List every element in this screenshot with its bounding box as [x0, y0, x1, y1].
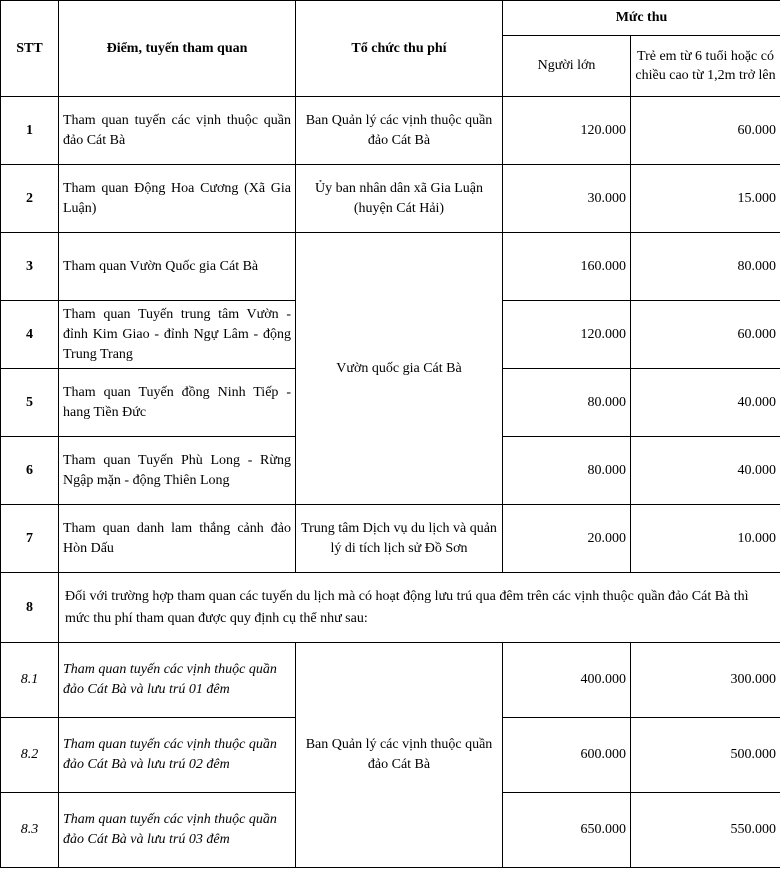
row-stt: 3	[1, 233, 59, 301]
row-adult-fee: 80.000	[503, 437, 631, 505]
row-location: Tham quan Tuyến Phù Long - Rừng Ngập mặn - động Thiên Long	[59, 437, 296, 505]
table-row	[1, 165, 780, 233]
row-location: Tham quan danh lam thắng cảnh đảo Hòn Dấu	[59, 505, 296, 573]
header-location: Điểm, tuyến tham quan	[59, 1, 296, 97]
row-stt: 8	[1, 573, 59, 643]
row-organization: Ủy ban nhân dân xã Gia Luận (huyện Cát Hải)	[296, 165, 503, 233]
row-stt: 8.1	[1, 643, 59, 718]
row-stt: 2	[1, 165, 59, 233]
row-child-fee: 80.000	[631, 233, 780, 301]
row-child-fee: 500.000	[631, 718, 780, 793]
row-adult-fee: 20.000	[503, 505, 631, 573]
merged-organization-vqg: Vườn quốc gia Cát Bà	[296, 233, 503, 505]
row-stt: 6	[1, 437, 59, 505]
row-child-fee: 15.000	[631, 165, 780, 233]
row-adult-fee: 650.000	[503, 793, 631, 868]
row-child-fee: 300.000	[631, 643, 780, 718]
row-location: Tham quan tuyến các vịnh thuộc quần đảo Cát Bà và lưu trú 02 đêm	[59, 718, 296, 793]
row-location: Tham quan Vườn Quốc gia Cát Bà	[59, 233, 296, 301]
row-location: Tham quan tuyến các vịnh thuộc quần đảo Cát Bà và lưu trú 03 đêm	[59, 793, 296, 868]
row-stt: 1	[1, 97, 59, 165]
row-adult-fee: 120.000	[503, 301, 631, 369]
row-child-fee: 10.000	[631, 505, 780, 573]
header-adult: Người lớn	[503, 36, 631, 97]
overnight-note: Đối với trường hợp tham quan các tuyến du lịch mà có hoạt động lưu trú qua đêm trên các vịnh thuộc quần đảo Cát Bà thì mức thu phí tham quan được quy định cụ thể như sau:	[59, 573, 780, 643]
row-adult-fee: 80.000	[503, 369, 631, 437]
header-stt: STT	[1, 1, 59, 97]
table-row	[1, 233, 780, 301]
table-row	[1, 505, 780, 573]
note-row	[1, 573, 780, 643]
row-organization: Trung tâm Dịch vụ du lịch và quản lý di tích lịch sử Đồ Sơn	[296, 505, 503, 573]
row-child-fee: 550.000	[631, 793, 780, 868]
row-adult-fee: 400.000	[503, 643, 631, 718]
row-child-fee: 40.000	[631, 369, 780, 437]
header-child: Trẻ em từ 6 tuổi hoặc có chiều cao từ 1,2m trở lên	[631, 36, 780, 97]
row-adult-fee: 160.000	[503, 233, 631, 301]
row-child-fee: 60.000	[631, 97, 780, 165]
row-location: Tham quan tuyến các vịnh thuộc quần đảo Cát Bà và lưu trú 01 đêm	[59, 643, 296, 718]
row-child-fee: 40.000	[631, 437, 780, 505]
row-stt: 8.3	[1, 793, 59, 868]
row-location: Tham quan Tuyến đồng Ninh Tiếp - hang Tiền Đức	[59, 369, 296, 437]
row-stt: 4	[1, 301, 59, 369]
table-row	[1, 643, 780, 718]
header-organization: Tổ chức thu phí	[296, 1, 503, 97]
header-fee: Mức thu	[503, 1, 780, 36]
row-child-fee: 60.000	[631, 301, 780, 369]
header-row	[1, 1, 780, 36]
row-location: Tham quan Tuyến trung tâm Vườn - đỉnh Kim Giao - đỉnh Ngự Lâm - động Trung Trang	[59, 301, 296, 369]
row-stt: 5	[1, 369, 59, 437]
row-adult-fee: 600.000	[503, 718, 631, 793]
row-adult-fee: 120.000	[503, 97, 631, 165]
merged-organization-bql: Ban Quản lý các vịnh thuộc quần đảo Cát Bà	[296, 643, 503, 868]
table-row	[1, 97, 780, 165]
row-stt: 7	[1, 505, 59, 573]
row-stt: 8.2	[1, 718, 59, 793]
row-adult-fee: 30.000	[503, 165, 631, 233]
row-location: Tham quan Động Hoa Cương (Xã Gia Luận)	[59, 165, 296, 233]
row-organization: Ban Quản lý các vịnh thuộc quần đảo Cát Bà	[296, 97, 503, 165]
row-location: Tham quan tuyến các vịnh thuộc quần đảo Cát Bà	[59, 97, 296, 165]
